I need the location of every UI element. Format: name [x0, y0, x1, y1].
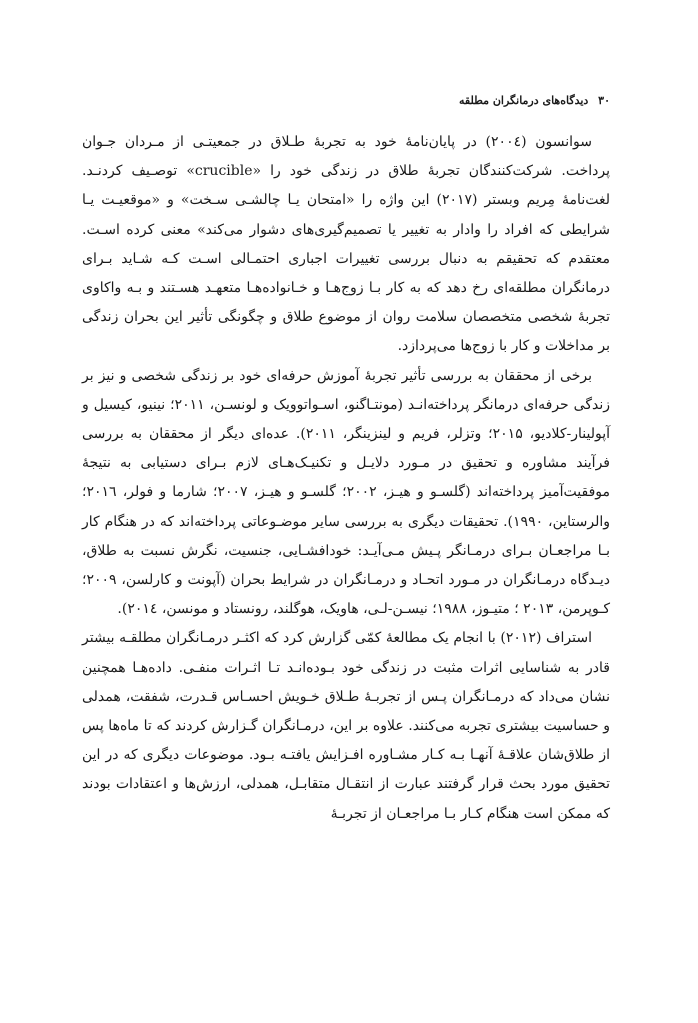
paragraph-3: استراف (۲۰۱۲) با انجام یک مطالعهٔ کمّی گزارش کرد که اکثـر درمـانگران مطلقـه بیشتر قادر به شناسایی اثرات مثبت در زندگی خود بـوده‌انـد تـا اثـرات منفـی. داده‌هـا همچنین نشان می‌داد که درمـانگران پـس از تجربـهٔ طـلاق خـویش احسـاس قـدرت، شفقت، همدلی و حساسیت بیشتری تجربه می‌کنند. علاوه بر این، درمـانگران گـزارش کردند که تا ماه‌ها پس از طلاق‌شان علاقـهٔ آنهـا بـه کـار مشـاوره افـزایش یافتـه بـود. موضوعات دیگری که در این تحقیق مورد بحث قرار گرفتند عبارت از انتقـال متقابـل، همدلی، ارزش‌ها و اعتقادات بودند که ممکن است هنگام کـار بـا مراجعـان از تجربـهٔ [82, 630, 611, 822]
running-header [459, 94, 610, 107]
body-text [82, 128, 610, 829]
running-title: دیدگاه‌های درمانگران مطلقه [459, 94, 589, 107]
paragraph-2: برخی از محققان به بررسی تأثیر تجربهٔ آموزش حرفه‌ای خود بر زندگی شخصی و نیز بر زندگی حرفه‌ای درمانگر پرداخته‌انـد (مونتـاگنو، اسـواتوویک و لونسـن، ۲۰۱۱؛ نینیو، کیسیل و آپولینار-کلادیو، ۲۰۱۵؛ وتزلر، فریم و لینزینگر، ۲۰۱۱). عده‌ای دیگر از محققان به بررسی فرآیند مشاوره و تحقیق در مـورد دلایـل و تکنیـک‌هـای لازم بـرای دستیابی به نتیجهٔ موفقیت‌آمیز پرداخته‌اند (گلسـو و هیـز، ۲۰۰۲؛ گلسـو و هیـز، ۲۰۰۷؛ شارما و فولر، ۲۰۱٦؛ والرستاین، ۱۹۹۰). تحقیقات دیگری به بررسی سایر موضـوعاتی پرداخته‌اند که در هنگام کار بـا مراجعـان بـرای درمـانگر پـیش مـی‌آیـد: خودافشـایی، جنسیت، نگرش نسبت به طلاق، دیـدگاه درمـانگران در مـورد اتحـاد و درمـانگران در شرایط بحران (آپونت و کارلسن، ۲۰۰۹؛ کـوپرمن، ۲۰۱۳ ؛ متیـوز، ۱۹۸۸؛ نیسـن-لـی، هاویک، هوگلند، رونستاد و مونسن، ۲۰۱٤). [82, 367, 611, 618]
paragraph-1: سوانسون (۲۰۰٤) در پایان‌نامهٔ خود به تجربهٔ طـلاق در جمعیتـی از مـردان جـوان پرداخت. شرکت‌کنندگان تجربهٔ طلاق در زندگی خود را «crucible» توصـیف کردنـد. لغت‌نامهٔ مِریم وبستر (۲۰۱۷) این واژه را «امتحان یـا چالشـی سـخت» و «موقعیـت یـا شرایطی که افراد را وادار به تغییر یا تصمیم‌گیری‌های دشوار می‌کند» معنی کرده اسـت. معتقدم که تحقیقم به دنبال بررسی تغییرات اجباری احتمـالی اسـت کـه شـاید بـرای درمانگران مطلقه‌ای رخ دهد که به کار بـا زوج‌هـا و خـانواده‌هـا متعهـد هسـتند و بـه واکاوی تجربهٔ شخصی متخصصان سلامت روان از موضوع طلاق و چگونگی تأثیر این بحران زندگی بر مداخلات و کار با زوج‌ها می‌پردازد. [82, 134, 610, 355]
page-number: ۳۰ [598, 94, 610, 107]
